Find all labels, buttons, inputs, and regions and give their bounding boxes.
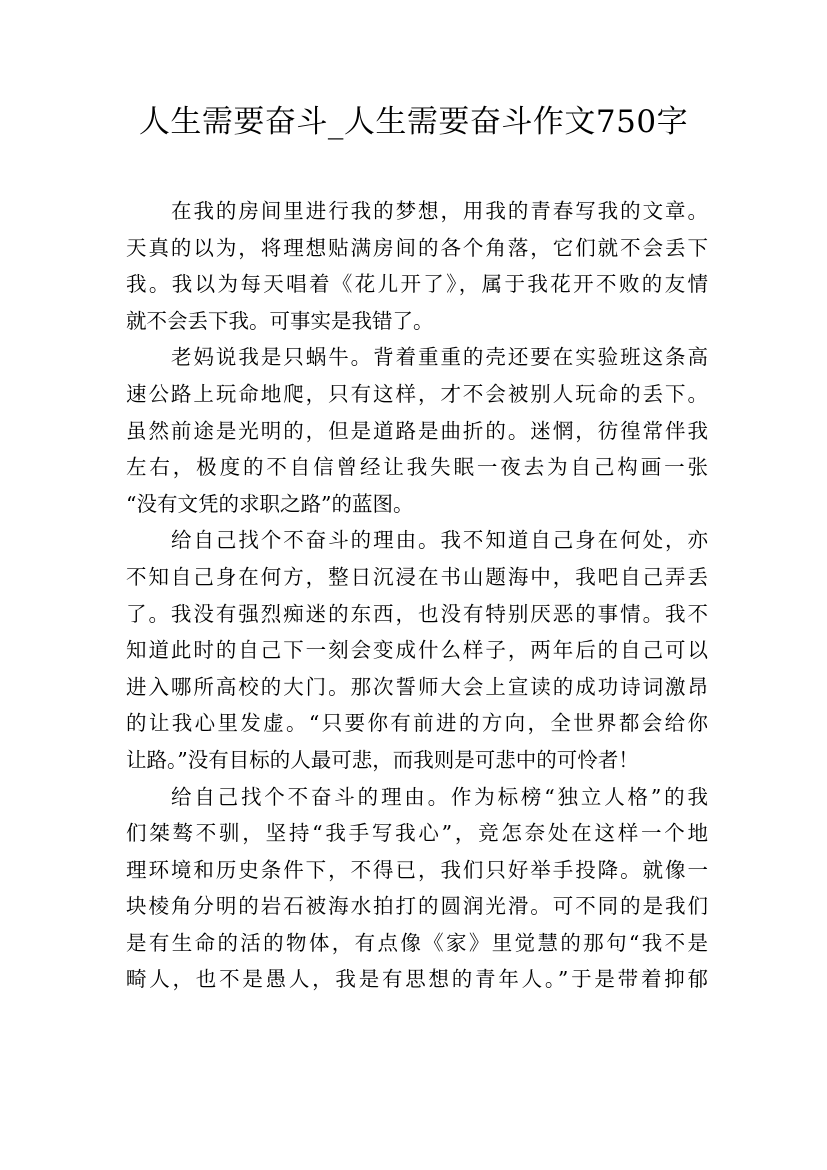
text-line: 给自己找个不奋斗的理由。我不知道自己身在何处，亦 bbox=[171, 528, 708, 553]
text-line: 知道此时的自己下一刻会变成什么样子，两年后的自己可以 bbox=[126, 638, 708, 663]
paragraph-2 bbox=[126, 339, 708, 522]
paragraph-3 bbox=[126, 522, 708, 778]
text-line: 进入哪所高校的大门。那次誓师大会上宣读的成功诗词激昂 bbox=[126, 674, 708, 699]
text-line: 天真的以为，将理想贴满房间的各个角落，它们就不会丢下 bbox=[126, 235, 708, 260]
text-line: 给自己找个不奋斗的理由。作为标榜“独立人格”的我 bbox=[171, 784, 708, 809]
text-line: 在我的房间里进行我的梦想，用我的青春写我的文章。 bbox=[171, 199, 708, 223]
paragraph-4 bbox=[126, 779, 708, 999]
text-line: 就不会丢下我。可事实是我错了。 bbox=[126, 308, 434, 333]
text-line: 们桀骜不驯，坚持“我手写我心”，竞怎奈处在这样一个地 bbox=[126, 821, 708, 846]
text-line: 的让我心里发虚。“只要你有前进的方向，全世界都会给你 bbox=[126, 711, 708, 736]
text-line: 让路。”没有目标的人最可悲，而我则是可悲中的可怜者！ bbox=[126, 747, 639, 772]
text-line: 理环境和历史条件下，不得已，我们只好举手投降。就像一 bbox=[126, 857, 708, 882]
text-line: 不知自己身在何方，整日沉浸在书山题海中，我吧自己弄丢 bbox=[126, 564, 708, 589]
text-line: 老妈说我是只蜗牛。背着重重的壳还要在实验班这条高 bbox=[171, 345, 708, 370]
text-line: 速公路上玩命地爬，只有这样，才不会被别人玩命的丢下。 bbox=[126, 381, 708, 406]
paragraph-1 bbox=[126, 193, 708, 339]
text-line: 是有生命的活的物体，有点像《家》里觉慧的那句“我不是 bbox=[126, 930, 708, 955]
text-line: 我。我以为每天唱着《花儿开了》，属于我花开不败的友情 bbox=[126, 272, 708, 297]
document-title: 人生需要奋斗_人生需要奋斗作文750字 bbox=[138, 104, 689, 140]
text-line: “没有文凭的求职之路”的蓝图。 bbox=[126, 491, 414, 516]
text-line: 块棱角分明的岩石被海水拍打的圆润光滑。可不同的是我们 bbox=[126, 894, 708, 919]
text-line: 畸人，也不是愚人，我是有思想的青年人。”于是带着抑郁 bbox=[126, 967, 708, 992]
text-line: 左右，极度的不自信曾经让我失眠一夜去为自己构画一张 bbox=[126, 455, 708, 480]
text-line: 了。我没有强烈痴迷的东西，也没有特别厌恶的事情。我不 bbox=[126, 601, 708, 626]
document-body bbox=[126, 193, 708, 998]
text-line: 虽然前途是光明的，但是道路是曲折的。迷惘，彷徨常伴我 bbox=[126, 418, 708, 443]
